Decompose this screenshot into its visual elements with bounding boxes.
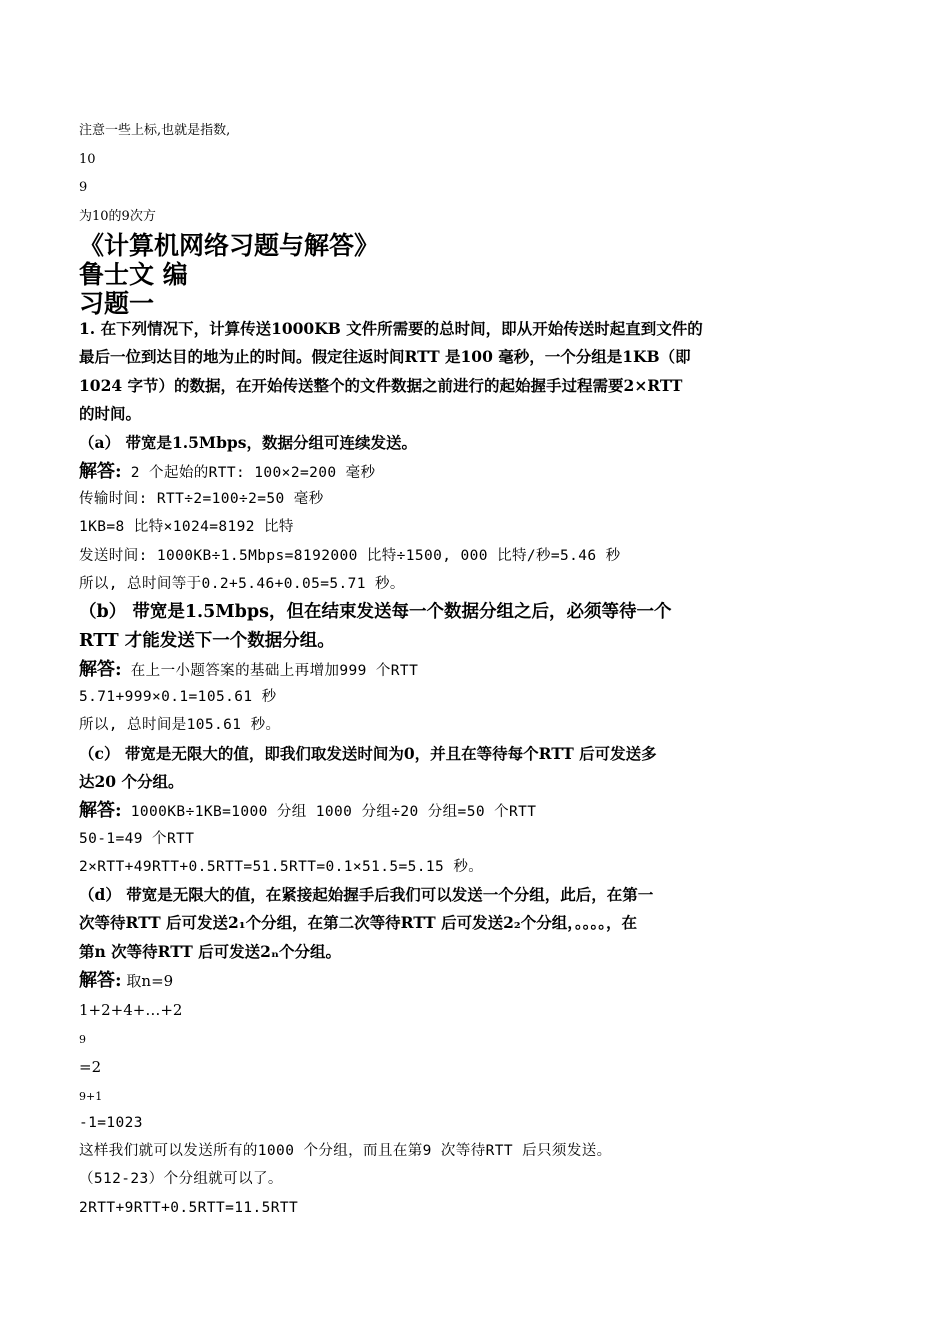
question-d-line-3: 第n 次等待RTT 后可发送2ₙ个分组。 <box>79 942 342 961</box>
answer-d-exponent-1: 9 <box>79 1033 86 1046</box>
answer-text: 2 个起始的RTT: 100×2=200 毫秒 <box>121 465 376 481</box>
question-d-line-2: 次等待RTT 后可发送2₁个分组，在第二次等待RTT 后可发送2₂个分组，。。。。，在 <box>79 913 637 932</box>
question-1-line-1: 1. 在下列情况下，计算传送1000KB 文件所需要的总时间，即从开始传送时起直到文件的 <box>79 319 703 338</box>
answer-label: 解答: <box>79 800 122 821</box>
section-heading: 习题一 <box>79 289 155 318</box>
question-1-line-4: 的时间。 <box>79 404 142 423</box>
question-d-line-1: （d） 带宽是无限大的值，在紧接起始握手后我们可以发送一个分组，此后，在第一 <box>79 885 654 904</box>
answer-label: 解答: <box>79 461 122 482</box>
document-title: 《计算机网络习题与解答》 <box>79 231 380 260</box>
answer-text: 取n=9 <box>121 972 174 990</box>
question-1-line-3: 1024 字节）的数据，在开始传送整个的文件数据之前进行的起始握手过程需要2×RTT <box>79 376 683 395</box>
question-1-line-2: 最后一位到达目的地为止的时间。假定往返时间RTT 是100 毫秒，一个分组是1KB（即 <box>79 347 691 366</box>
answer-text: 在上一小题答案的基础上再增加999 个RTT <box>121 663 419 679</box>
answer-d-exponent-2: 9+1 <box>79 1090 103 1103</box>
answer-d-line-1 <box>79 970 173 992</box>
answer-a-line-3: 1KB=8 比特×1024=8192 比特 <box>79 519 294 535</box>
answer-b-line-1 <box>79 659 418 681</box>
intro-explain: 为10的9次方 <box>79 209 156 224</box>
answer-a-line-4: 发送时间: 1000KB÷1.5Mbps=8192000 比特÷1500, 000 比特/秒=5.46 秒 <box>79 548 621 564</box>
answer-d-line-3: =2 <box>79 1058 102 1076</box>
question-b-line-1: （b） 带宽是1.5Mbps，但在结束发送每一个数据分组之后，必须等待一个 <box>79 602 672 622</box>
answer-c-line-2: 50-1=49 个RTT <box>79 831 195 847</box>
answer-d-line-4: -1=1023 <box>79 1115 143 1131</box>
document-author: 鲁士文 编 <box>79 260 188 289</box>
intro-exponent: 9 <box>79 180 88 195</box>
answer-label: 解答: <box>79 970 122 991</box>
answer-a-line-5: 所以, 总时间等于0.2+5.46+0.05=5.71 秒。 <box>79 576 405 592</box>
answer-d-line-2: 1+2+4+…+2 <box>79 1001 183 1019</box>
question-c-line-2: 达20 个分组。 <box>79 772 184 791</box>
answer-b-line-2: 5.71+999×0.1=105.61 秒 <box>79 689 277 705</box>
answer-c-line-1 <box>79 800 536 822</box>
answer-a-line-2: 传输时间: RTT÷2=100÷2=50 毫秒 <box>79 491 324 507</box>
intro-base: 10 <box>79 152 96 167</box>
answer-d-line-6: （512-23）个分组就可以了。 <box>79 1171 283 1187</box>
question-b-line-2: RTT 才能发送下一个数据分组。 <box>79 631 335 651</box>
question-a: （a） 带宽是1.5Mbps，数据分组可连续发送。 <box>79 433 417 452</box>
answer-b-line-3: 所以, 总时间是105.61 秒。 <box>79 717 281 733</box>
answer-d-line-5: 这样我们就可以发送所有的1000 个分组，而且在第9 次等待RTT 后只须发送。 <box>79 1143 612 1159</box>
answer-a-line-1 <box>79 461 375 483</box>
intro-note: 注意一些上标,也就是指数, <box>79 123 231 138</box>
answer-label: 解答: <box>79 659 122 680</box>
answer-d-line-7: 2RTT+9RTT+0.5RTT=11.5RTT <box>79 1200 299 1216</box>
question-c-line-1: （c） 带宽是无限大的值，即我们取发送时间为0，并且在等待每个RTT 后可发送多 <box>79 744 657 763</box>
answer-text: 1000KB÷1KB=1000 分组 1000 分组÷20 分组=50 个RTT <box>121 804 537 820</box>
answer-c-line-3: 2×RTT+49RTT+0.5RTT=51.5RTT=0.1×51.5=5.15 秒。 <box>79 859 484 875</box>
